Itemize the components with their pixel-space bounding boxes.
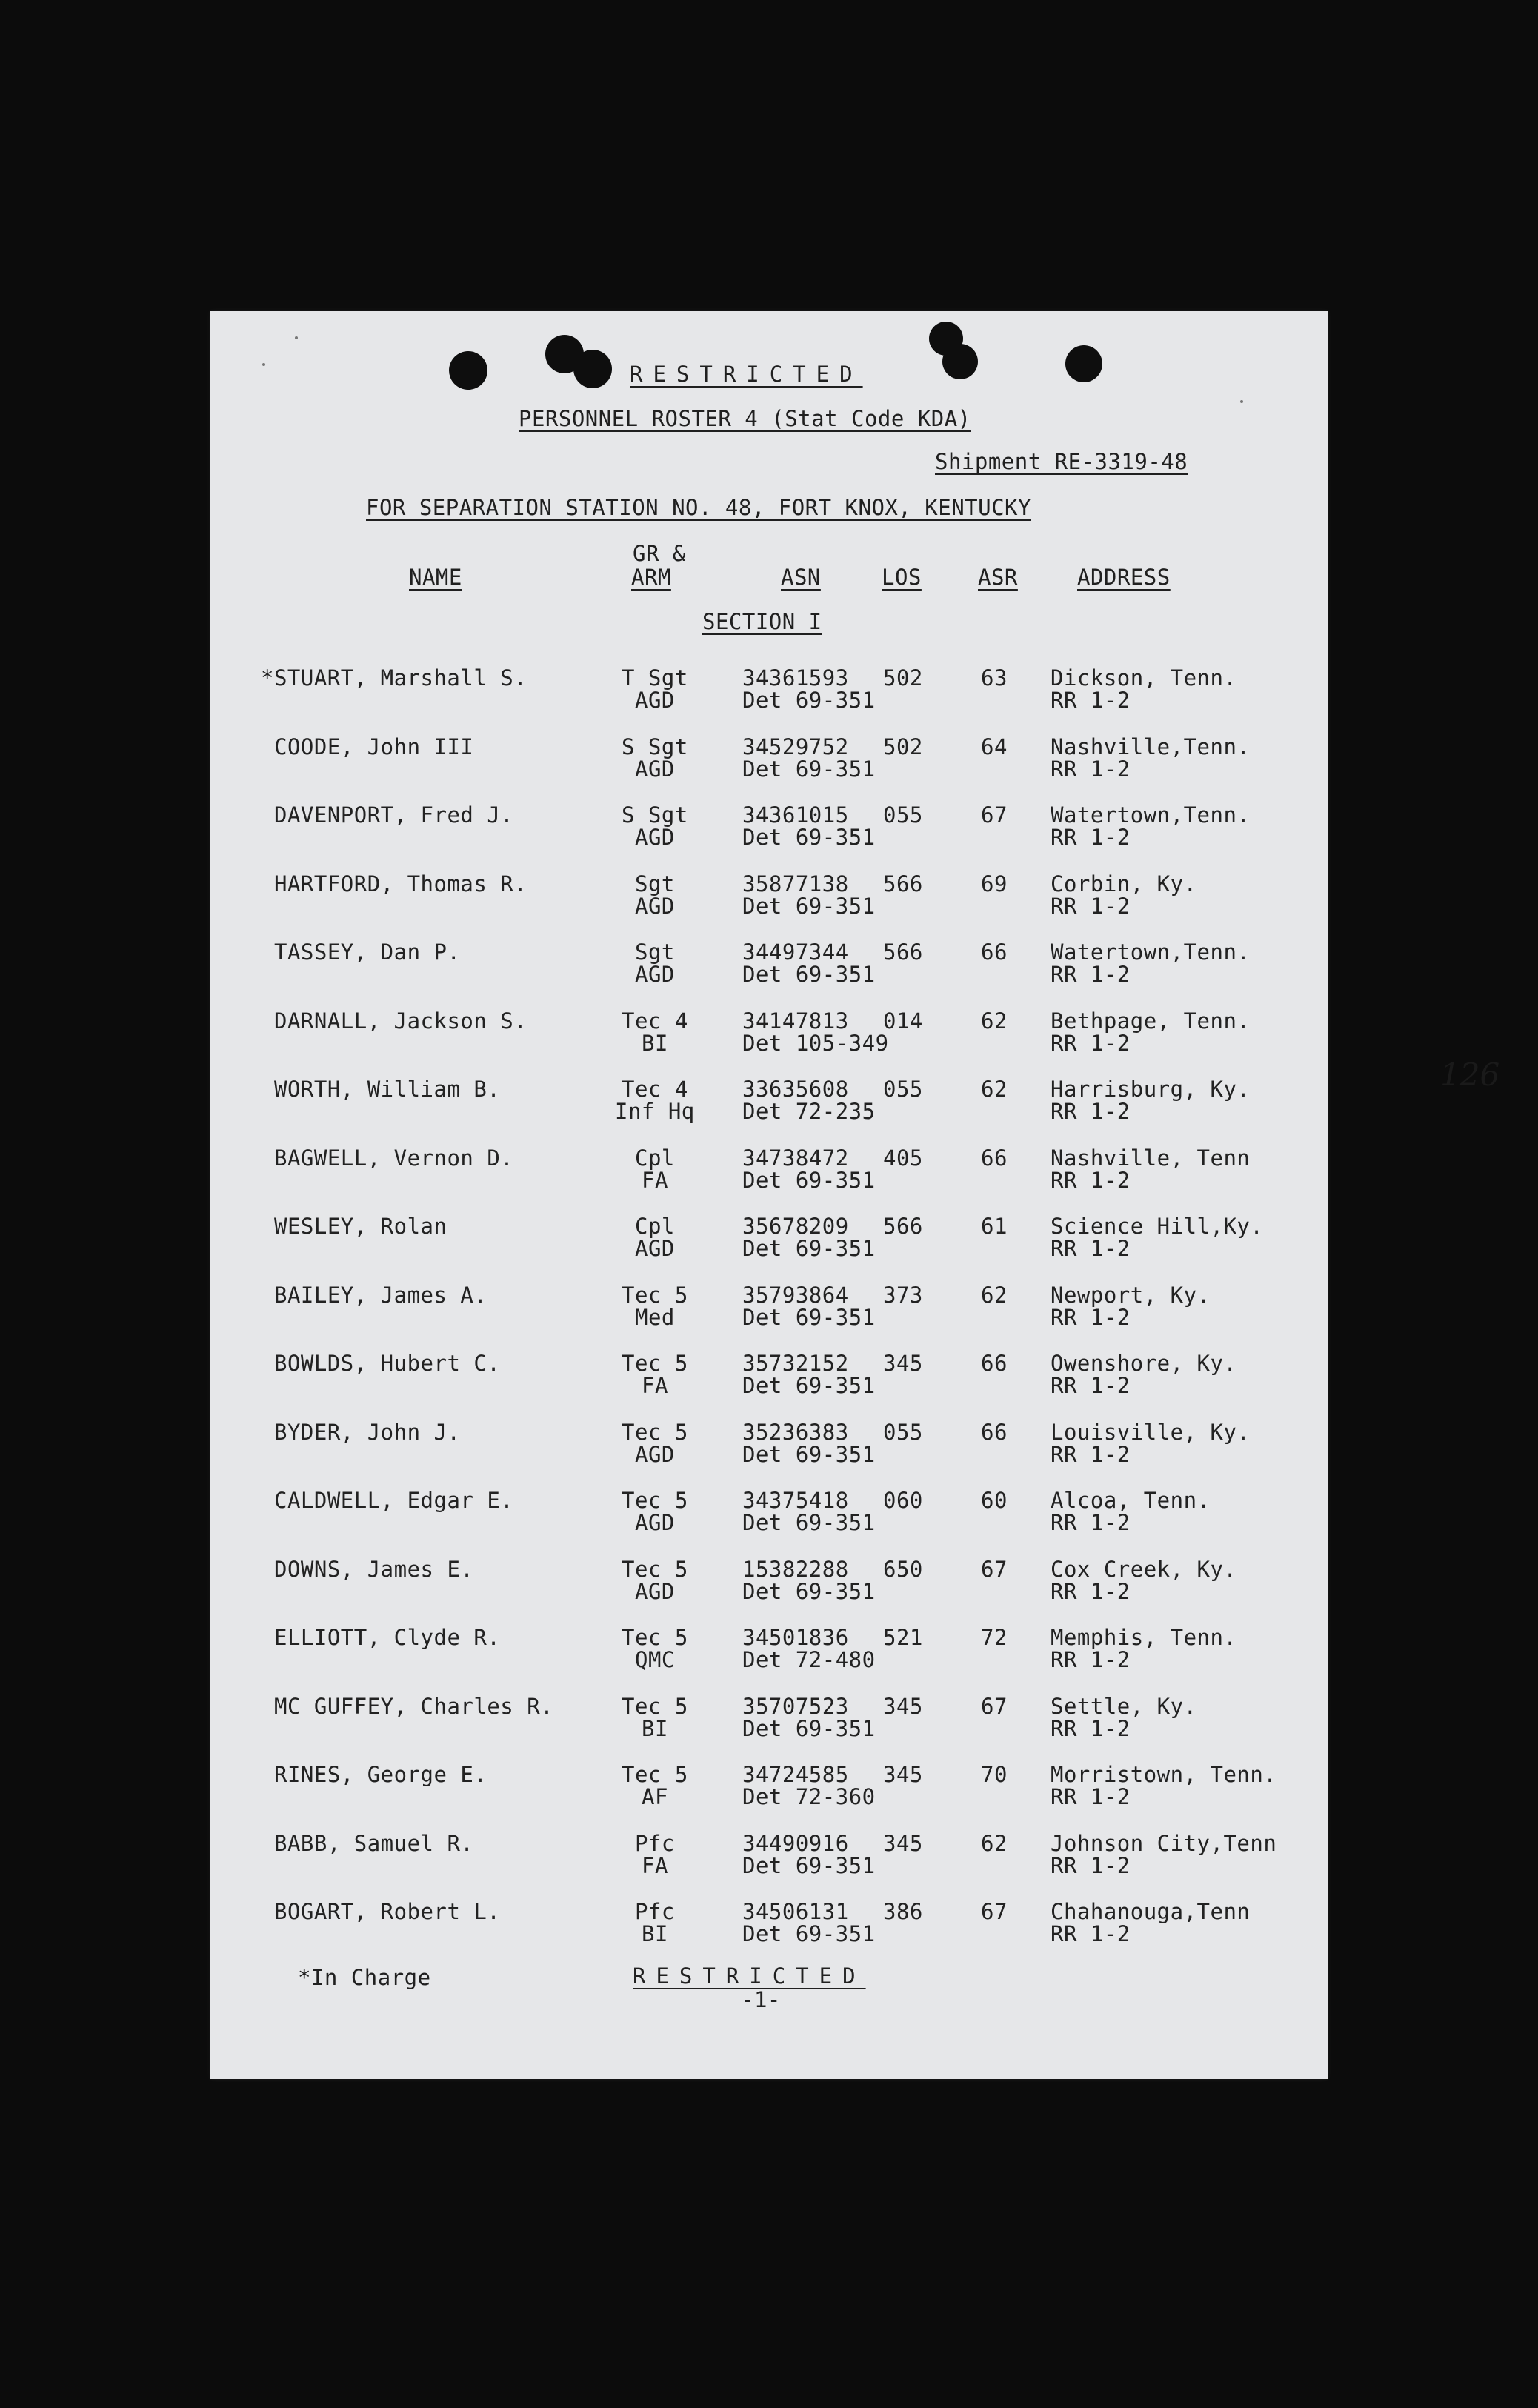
row-grade: Tec 4 [622,1008,688,1034]
row-asr: 66 [981,1351,1008,1376]
punch-hole [1065,345,1102,382]
row-det: Det 69-351 [742,1304,876,1330]
row-det: Det 69-351 [742,1441,876,1467]
row-name: *STUART, Marshall S. [261,665,527,691]
row-asr: 70 [981,1762,1008,1787]
row-address-city: Dickson, Tenn. [1051,665,1237,691]
row-det: Det 72-235 [742,1099,876,1124]
row-det: Det 69-351 [742,1167,876,1193]
row-address-route: RR 1-2 [1051,1784,1131,1809]
row-det: Det 69-351 [742,756,876,782]
row-arm: AGD [635,1510,675,1535]
row-asr: 60 [981,1488,1008,1513]
row-asn: 35236383 [742,1419,849,1445]
table-row [210,1625,1328,1672]
row-det: Det 69-351 [742,688,876,713]
row-grade: Tec 5 [622,1351,688,1376]
row-asn: 15382288 [742,1556,849,1582]
row-grade: S Sgt [622,734,688,759]
table-row [210,1762,1328,1809]
row-arm: AGD [635,688,675,713]
row-grade: S Sgt [622,802,688,828]
row-asn: 34529752 [742,734,849,759]
row-los: 345 [883,1351,923,1376]
paper-speck [1240,400,1243,403]
table-row [210,939,1328,987]
row-name: DAVENPORT, Fred J. [274,802,514,828]
row-address-city: Settle, Ky. [1051,1693,1197,1719]
row-address-route: RR 1-2 [1051,893,1131,919]
punch-hole [942,344,978,379]
row-address-route: RR 1-2 [1051,1441,1131,1467]
col-asn: ASN [781,565,821,590]
row-address-route: RR 1-2 [1051,962,1131,987]
row-address-city: Morristown, Tenn. [1051,1762,1277,1787]
row-asn: 34501836 [742,1625,849,1650]
row-los: 566 [883,1214,923,1239]
row-arm: FA [642,1373,668,1398]
row-address-city: Watertown,Tenn. [1051,939,1251,965]
row-asr: 62 [981,1077,1008,1102]
row-address-city: Cox Creek, Ky. [1051,1556,1237,1582]
row-address-route: RR 1-2 [1051,1304,1131,1330]
table-row [210,1077,1328,1124]
row-det: Det 69-351 [742,1715,876,1741]
page-number: -1- [741,1987,781,2012]
row-address-city: Science Hill,Ky. [1051,1214,1264,1239]
row-asr: 61 [981,1214,1008,1239]
row-address-route: RR 1-2 [1051,1167,1131,1193]
table-row [210,1693,1328,1741]
row-address-city: Watertown,Tenn. [1051,802,1251,828]
row-grade: Cpl [635,1145,675,1171]
row-asr: 72 [981,1625,1008,1650]
row-det: Det 69-351 [742,893,876,919]
row-name: HARTFORD, Thomas R. [274,871,527,897]
row-name: WESLEY, Rolan [274,1214,447,1239]
row-address-route: RR 1-2 [1051,756,1131,782]
in-charge-note: *In Charge [298,1965,431,1990]
row-arm: FA [642,1852,668,1878]
row-arm: AGD [635,1441,675,1467]
row-grade: Tec 5 [622,1419,688,1445]
col-address: ADDRESS [1077,565,1171,590]
row-arm: AGD [635,1578,675,1604]
row-name: COODE, John III [274,734,474,759]
row-det: Det 69-351 [742,1578,876,1604]
row-det: Det 72-480 [742,1647,876,1672]
row-los: 521 [883,1625,923,1650]
row-arm: FA [642,1167,668,1193]
row-name: BAGWELL, Vernon D. [274,1145,514,1171]
document-page [210,311,1500,2079]
row-det: Det 69-351 [742,825,876,850]
row-los: 055 [883,802,923,828]
row-address-route: RR 1-2 [1051,825,1131,850]
row-arm: BI [642,1715,668,1741]
row-name: BOGART, Robert L. [274,1899,501,1924]
row-name: DOWNS, James E. [274,1556,474,1582]
row-asr: 67 [981,1556,1008,1582]
row-address-city: Alcoa, Tenn. [1051,1488,1211,1513]
table-row [210,1282,1328,1330]
row-arm: BI [642,1921,668,1946]
row-name: ELLIOTT, Clyde R. [274,1625,501,1650]
paper-speck [295,336,298,339]
row-asr: 64 [981,734,1008,759]
row-los: 502 [883,734,923,759]
row-arm: Med [635,1304,675,1330]
row-det: Det 72-360 [742,1784,876,1809]
row-asn: 35793864 [742,1282,849,1308]
roster-title: PERSONNEL ROSTER 4 (Stat Code KDA) [519,406,971,431]
row-los: 055 [883,1077,923,1102]
handwritten-page-number: 126 [1440,1057,1500,1093]
row-arm: AGD [635,825,675,850]
row-asn: 34506131 [742,1899,849,1924]
row-asn: 34724585 [742,1762,849,1787]
row-asr: 67 [981,1693,1008,1719]
row-grade: Sgt [635,871,675,897]
table-row [210,1145,1328,1193]
row-los: 014 [883,1008,923,1034]
row-address-city: Newport, Ky. [1051,1282,1211,1308]
row-det: Det 69-351 [742,1852,876,1878]
row-asr: 62 [981,1282,1008,1308]
row-asr: 62 [981,1008,1008,1034]
row-address-city: Memphis, Tenn. [1051,1625,1237,1650]
row-det: Det 69-351 [742,1236,876,1261]
section-heading: SECTION I [702,609,822,634]
row-address-route: RR 1-2 [1051,1236,1131,1261]
row-address-city: Chahanouga,Tenn [1051,1899,1251,1924]
table-row [210,1899,1328,1946]
row-name: BAILEY, James A. [274,1282,487,1308]
row-name: MC GUFFEY, Charles R. [274,1693,554,1719]
row-los: 345 [883,1762,923,1787]
row-address-city: Harrisburg, Ky. [1051,1077,1251,1102]
row-address-route: RR 1-2 [1051,1099,1131,1124]
row-det: Det 69-351 [742,1510,876,1535]
punch-hole [573,350,612,388]
row-address-route: RR 1-2 [1051,1578,1131,1604]
row-los: 502 [883,665,923,691]
row-grade: T Sgt [622,665,688,691]
row-asr: 66 [981,1419,1008,1445]
row-det: Det 69-351 [742,1921,876,1946]
row-address-route: RR 1-2 [1051,1030,1131,1056]
col-name: NAME [409,565,462,590]
row-arm: Inf Hq [615,1099,695,1124]
table-row [210,665,1328,713]
row-arm: AF [642,1784,668,1809]
row-address-route: RR 1-2 [1051,1921,1131,1946]
row-address-route: RR 1-2 [1051,1852,1131,1878]
col-gr-line1: GR & [633,541,686,566]
row-address-route: RR 1-2 [1051,1647,1131,1672]
row-name: WORTH, William B. [274,1077,501,1102]
row-asn: 34738472 [742,1145,849,1171]
shipment-number: Shipment RE-3319-48 [935,449,1188,474]
row-los: 373 [883,1282,923,1308]
row-grade: Pfc [635,1830,675,1856]
row-asn: 34497344 [742,939,849,965]
row-arm: BI [642,1030,668,1056]
row-grade: Tec 5 [622,1762,688,1787]
row-address-city: Bethpage, Tenn. [1051,1008,1251,1034]
row-address-city: Nashville,Tenn. [1051,734,1251,759]
table-row [210,734,1328,782]
row-grade: Tec 4 [622,1077,688,1102]
station-heading: FOR SEPARATION STATION NO. 48, FORT KNOX, KENTUCKY [366,495,1031,520]
row-grade: Tec 5 [622,1625,688,1650]
restricted-bottom: RESTRICTED [633,1963,866,1989]
row-name: RINES, George E. [274,1762,487,1787]
col-gr-line2: ARM [631,565,671,590]
row-arm: AGD [635,962,675,987]
table-row [210,1556,1328,1604]
row-det: Det 69-351 [742,962,876,987]
row-det: Det 69-351 [742,1373,876,1398]
row-name: BOWLDS, Hubert C. [274,1351,501,1376]
table-row [210,1488,1328,1535]
row-asn: 35732152 [742,1351,849,1376]
row-name: BABB, Samuel R. [274,1830,474,1856]
row-los: 345 [883,1830,923,1856]
row-asn: 34490916 [742,1830,849,1856]
row-los: 060 [883,1488,923,1513]
row-asn: 35678209 [742,1214,849,1239]
paper-speck [262,363,265,366]
table-row [210,871,1328,919]
punch-hole [449,351,487,390]
row-arm: AGD [635,1236,675,1261]
row-address-route: RR 1-2 [1051,1510,1131,1535]
table-row [210,1214,1328,1261]
row-los: 566 [883,871,923,897]
row-grade: Cpl [635,1214,675,1239]
row-los: 386 [883,1899,923,1924]
row-arm: AGD [635,893,675,919]
row-address-route: RR 1-2 [1051,688,1131,713]
row-address-city: Louisville, Ky. [1051,1419,1251,1445]
table-row [210,1419,1328,1467]
row-address-route: RR 1-2 [1051,1373,1131,1398]
row-grade: Tec 5 [622,1488,688,1513]
row-los: 405 [883,1145,923,1171]
row-los: 055 [883,1419,923,1445]
row-address-city: Owenshore, Ky. [1051,1351,1237,1376]
row-grade: Tec 5 [622,1556,688,1582]
row-grade: Tec 5 [622,1282,688,1308]
row-asr: 63 [981,665,1008,691]
table-row [210,1008,1328,1056]
table-row [210,1830,1328,1878]
row-asn: 34361593 [742,665,849,691]
row-grade: Tec 5 [622,1693,688,1719]
table-row [210,1351,1328,1398]
row-address-route: RR 1-2 [1051,1715,1131,1741]
row-address-city: Nashville, Tenn [1051,1145,1251,1171]
row-los: 345 [883,1693,923,1719]
row-asr: 66 [981,939,1008,965]
row-los: 566 [883,939,923,965]
row-asr: 69 [981,871,1008,897]
row-asn: 35707523 [742,1693,849,1719]
row-name: TASSEY, Dan P. [274,939,461,965]
col-los: LOS [882,565,922,590]
row-asn: 35877138 [742,871,849,897]
row-asn: 34361015 [742,802,849,828]
col-asr: ASR [978,565,1018,590]
row-asr: 67 [981,1899,1008,1924]
row-name: DARNALL, Jackson S. [274,1008,527,1034]
row-asn: 33635608 [742,1077,849,1102]
row-det: Det 105-349 [742,1030,889,1056]
row-los: 650 [883,1556,923,1582]
row-asr: 67 [981,802,1008,828]
row-grade: Sgt [635,939,675,965]
row-name: CALDWELL, Edgar E. [274,1488,514,1513]
row-asn: 34147813 [742,1008,849,1034]
row-asr: 62 [981,1830,1008,1856]
row-address-city: Corbin, Ky. [1051,871,1197,897]
row-grade: Pfc [635,1899,675,1924]
row-asr: 66 [981,1145,1008,1171]
row-asn: 34375418 [742,1488,849,1513]
row-address-city: Johnson City,Tenn [1051,1830,1277,1856]
table-row [210,802,1328,850]
row-arm: AGD [635,756,675,782]
row-name: BYDER, John J. [274,1419,461,1445]
row-arm: QMC [635,1647,675,1672]
restricted-top: RESTRICTED [630,362,863,387]
